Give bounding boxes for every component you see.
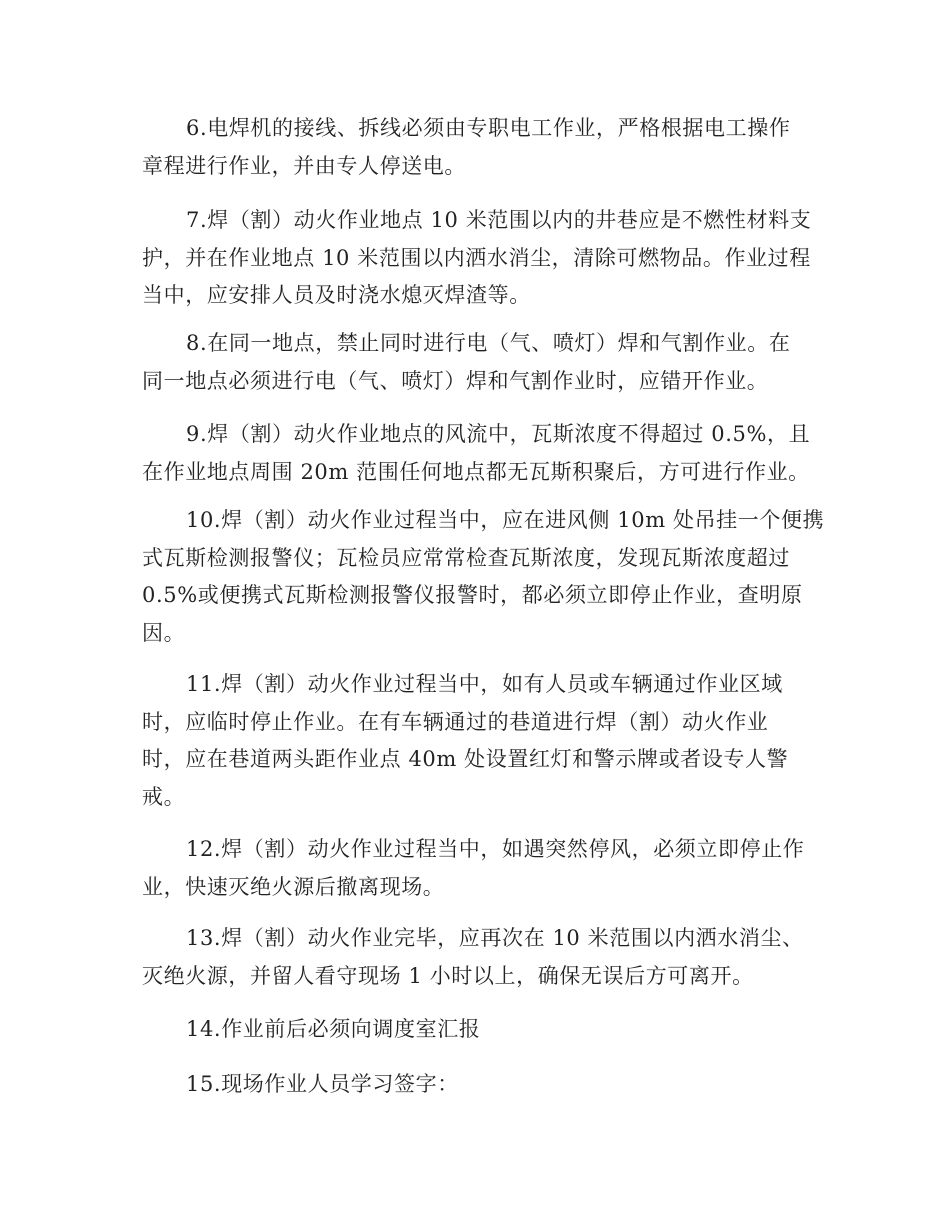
paragraph-line: 7.焊（割）动火作业地点 10 米范围以内的井巷应是不燃性材料支 <box>186 208 812 232</box>
paragraph-item-15 <box>142 1066 814 1104</box>
paragraph-line: 10.焊（割）动火作业过程当中，应在进风侧 10m 处吊挂一个便携 <box>186 508 825 532</box>
paragraph-line: 戒。 <box>142 784 186 809</box>
paragraph-item-6 <box>142 110 814 185</box>
paragraph-line: 8.在同一地点，禁止同时进行电（气、喷灯）焊和气割作业。在 <box>186 331 791 355</box>
paragraph-item-13 <box>142 920 814 995</box>
paragraph-line: 同一地点必须进行电（气、喷灯）焊和气割作业时，应错开作业。 <box>142 368 769 393</box>
paragraph-item-10 <box>142 502 825 652</box>
paragraph-item-12 <box>142 831 814 906</box>
paragraph-line: 业，快速灭绝火源后撤离现场。 <box>142 874 445 899</box>
paragraph-line: 11.焊（割）动火作业过程当中，如有人员或车辆通过作业区域 <box>186 672 783 696</box>
paragraph-line: 0.5%或便携式瓦斯检测报警仪报警时，都必须立即停止作业，查明原 <box>142 583 803 607</box>
paragraph-item-7 <box>142 202 814 315</box>
paragraph-line: 在作业地点周围 20m 范围任何地点都无瓦斯积聚后，方可进行作业。 <box>142 459 810 484</box>
paragraph-line: 护，并在作业地点 10 米范围以内洒水消尘，清除可燃物品。作业过程 <box>142 245 811 270</box>
paragraph-line: 14.作业前后必须向调度室汇报 <box>186 1017 481 1041</box>
paragraph-line: 6.电焊机的接线、拆线必须由专职电工作业，严格根据电工操作 <box>186 116 791 140</box>
paragraph-item-11 <box>142 666 814 816</box>
paragraph-item-9 <box>142 416 814 491</box>
paragraph-line: 式瓦斯检测报警仪；瓦检员应常常检查瓦斯浓度，发现瓦斯浓度超过 <box>142 545 790 570</box>
paragraph-line: 12.焊（割）动火作业过程当中，如遇突然停风，必须立即停止作 <box>186 837 805 861</box>
paragraph-line: 时，应在巷道两头距作业点 40m 处设置红灯和警示牌或者设专人警 <box>142 747 789 771</box>
paragraph-line: 9.焊（割）动火作业地点的风流中，瓦斯浓度不得超过 0.5%，且 <box>186 422 811 446</box>
paragraph-line: 13.焊（割）动火作业完毕，应再次在 10 米范围以内洒水消尘、 <box>186 926 804 950</box>
paragraph-line: 章程进行作业，并由专人停送电。 <box>142 153 466 178</box>
paragraph-line: 时，应临时停止作业。在有车辆通过的巷道进行焊（割）动火作业 <box>142 709 769 734</box>
paragraph-line: 灭绝火源，并留人看守现场 1 小时以上，确保无误后方可离开。 <box>142 963 754 988</box>
paragraph-item-8 <box>142 325 814 400</box>
paragraph-line: 因。 <box>142 620 186 645</box>
paragraph-item-14 <box>142 1011 814 1049</box>
paragraph-line: 15.现场作业人员学习签字： <box>186 1072 459 1096</box>
paragraph-line: 当中，应安排人员及时浇水熄灭焊渣等。 <box>142 283 531 307</box>
